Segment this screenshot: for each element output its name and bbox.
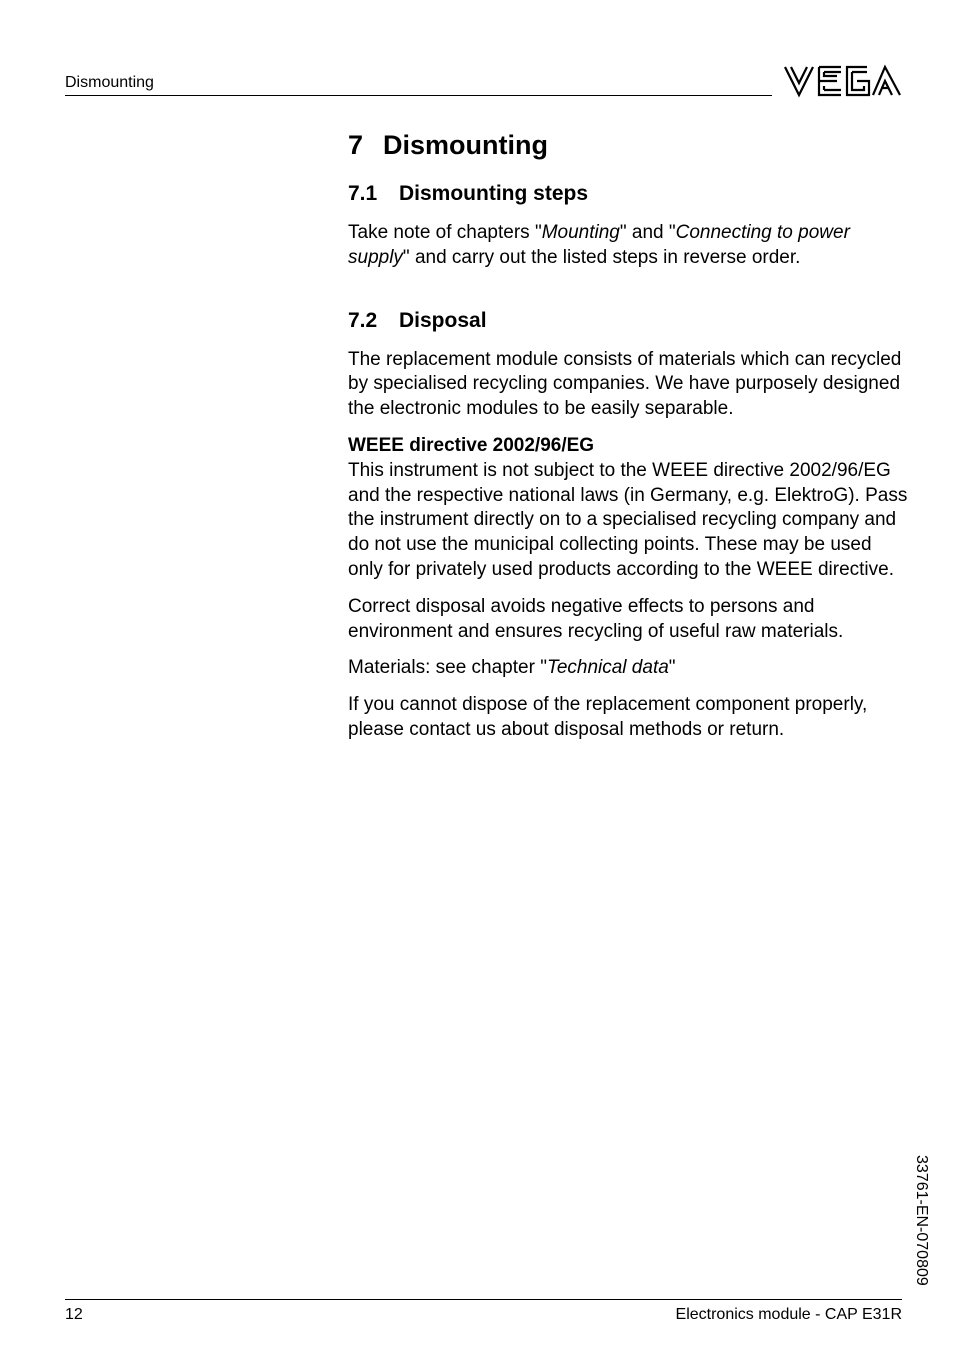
vega-logo xyxy=(783,64,903,98)
paragraph-weee xyxy=(348,434,908,583)
paragraph-materials xyxy=(348,656,908,681)
weee-text: This instrument is not subject to the WEEE directive 2002/96/EG and the respective national laws (in Germany, e.g. ElektroG). Pass the instrument directly on to a specialised recycling company and do not use the municipal collecting points. These may be used only for privately used products according to the WEEE directive. xyxy=(348,459,908,580)
paragraph-dismounting-steps xyxy=(348,221,908,271)
header-rule xyxy=(65,95,772,96)
section-title-dismounting-steps xyxy=(348,181,908,207)
document-code: 33761-EN-070809 xyxy=(913,1155,930,1286)
weee-heading: WEEE directive 2002/96/EG xyxy=(348,434,595,456)
text-run: Take note of chapters " xyxy=(348,222,542,243)
italic-reference: Connecting to power supply xyxy=(348,222,850,268)
text-run: " and carry out the listed steps in reverse order. xyxy=(402,246,801,268)
footer-rule xyxy=(65,1299,902,1300)
chapter-number: 7 xyxy=(348,130,364,160)
footer-document-title: Electronics module - CAP E31R xyxy=(675,1306,902,1323)
section-title-text: Disposal xyxy=(399,308,487,332)
chapter-title xyxy=(348,128,908,162)
section-title-text: Dismounting steps xyxy=(399,182,589,205)
paragraph-contact: If you cannot dispose of the replacement component properly, please contact us about disposal methods or return. xyxy=(348,694,868,740)
chapter-title-text: Dismounting xyxy=(383,130,548,160)
section-number: 7.2 xyxy=(348,308,378,332)
section-number: 7.1 xyxy=(348,182,378,205)
text-run: Materials: see chapter " xyxy=(348,657,547,679)
italic-reference: Technical data xyxy=(546,657,669,679)
italic-reference: Mounting xyxy=(541,222,620,243)
page-number: 12 xyxy=(65,1306,83,1323)
header-section-label: Dismounting xyxy=(65,74,154,91)
text-run: " xyxy=(668,657,676,679)
main-content xyxy=(348,128,908,743)
paragraph-correct-disposal: Correct disposal avoids negative effects to persons and environment and ensures recycling of useful raw materials. xyxy=(348,595,844,642)
section-title-disposal xyxy=(348,308,908,334)
paragraph-disposal-intro: The replacement module consists of materials which can recycled by specialised recycling companies. We have purposely designed the electronic modules to be easily separable. xyxy=(348,348,902,420)
text-run: " and " xyxy=(619,222,676,243)
